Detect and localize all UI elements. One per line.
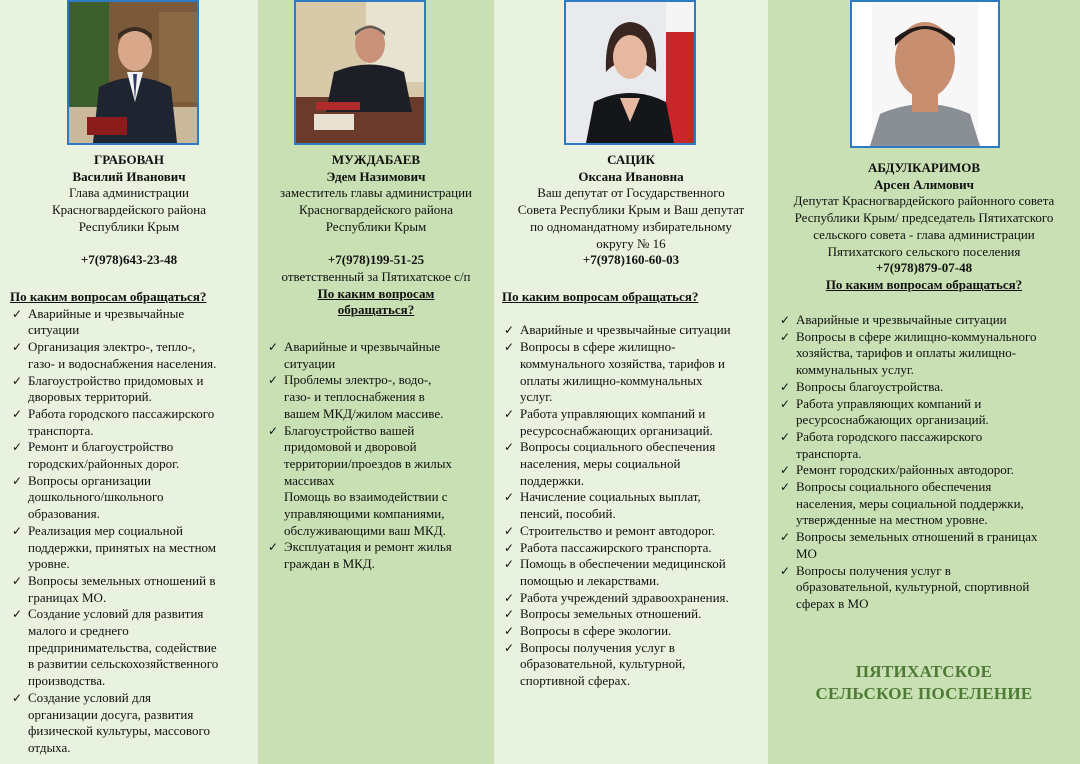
topic-item (778, 429, 1078, 462)
checkmark-icon: ✓ (12, 473, 23, 488)
topic-item (266, 539, 492, 572)
topic-text-line: коммунального хозяйства, тарифов и (520, 355, 725, 371)
questions-heading: По каким вопросам обращаться? (10, 289, 207, 304)
checkmark-icon: ✓ (12, 523, 23, 538)
person-surname: САЦИК (607, 152, 655, 167)
topic-item (10, 373, 254, 406)
topic-item (502, 489, 766, 522)
topic-item (10, 606, 254, 690)
topic-item (502, 523, 766, 540)
topic-text-line: Помощь в обеспечении медицинской (520, 556, 726, 572)
checkmark-icon: ✓ (12, 690, 23, 705)
topic-text-line: ресурсоснабжающих организаций. (520, 422, 713, 438)
topic-text-line: Создание условий для развития (28, 606, 204, 622)
topic-item (502, 339, 766, 406)
topic-text-line: хозяйства, тарифов и оплаты жилищно- (796, 345, 1017, 361)
topic-item (10, 523, 254, 573)
person-name: Василий Иванович (72, 168, 186, 184)
topic-text-line: коммунальных услуг. (796, 362, 914, 378)
role-line: Ваш депутат от Государственного (537, 185, 725, 201)
checkmark-icon: ✓ (780, 329, 791, 344)
role-line: Республики Крым (325, 218, 427, 234)
topic-item (778, 462, 1078, 479)
topics-list (778, 312, 1078, 613)
checkmark-icon: ✓ (780, 313, 791, 327)
column-abdulkarimov (768, 0, 1080, 764)
topic-text-line: Вопросы организации (28, 472, 151, 488)
topic-text-line: уровне. (28, 556, 70, 572)
topic-item (10, 339, 254, 372)
person-surname: МУЖДАБАЕВ (331, 152, 421, 167)
topic-text-line: Проблемы электро-, водо-, (284, 372, 432, 388)
role-line: округу № 16 (596, 235, 666, 251)
topic-text-line: Вопросы земельных отношений в (28, 572, 216, 588)
topic-text-line: Работа городского пассажирского (28, 405, 215, 421)
role-line: сельского совета - глава администрации (813, 226, 1035, 242)
topic-text-line: Благоустройство придомовых и (28, 372, 204, 388)
topic-text-line: Строительство и ремонт автодорог. (520, 522, 715, 538)
topic-text-line: сферах в МО (796, 595, 869, 611)
questions-heading: По каким вопросам обращаться? (502, 289, 699, 304)
topic-text-line: образования. (28, 506, 100, 522)
topic-item (502, 406, 766, 439)
topic-text-line: городских/районных дорог. (28, 456, 180, 472)
checkmark-icon: ✓ (12, 373, 23, 388)
person-name: Арсен Алимович (874, 176, 974, 192)
topic-item (502, 590, 766, 607)
checkmark-icon: ✓ (504, 624, 515, 639)
role-line: Красногвардейского района (298, 202, 454, 218)
topic-text-line: Вопросы получения услуг в (520, 639, 675, 655)
topic-text-line: пенсий, пособий. (520, 506, 616, 522)
checkmark-icon: ✓ (504, 607, 515, 622)
checkmark-icon: ✓ (268, 540, 279, 555)
topic-text-line: организации досуга, развития (28, 706, 194, 722)
topic-item (778, 312, 1078, 329)
checkmark-icon: ✓ (504, 440, 515, 455)
checkmark-icon: ✓ (780, 429, 791, 444)
questions-heading: обращаться? (337, 302, 415, 318)
topic-text-line: Работа учреждений здравоохранения. (520, 589, 729, 605)
role-line: Республики Крым/ председатель Пятихатского (794, 210, 1054, 226)
topic-item (10, 690, 254, 757)
phone-number: +7(978)199-51-25 (327, 252, 425, 268)
checkmark-icon: ✓ (268, 423, 279, 438)
checkmark-icon: ✓ (12, 607, 23, 622)
checkmark-icon: ✓ (780, 379, 791, 394)
topic-text-line: Работа управляющих компаний и (520, 405, 706, 421)
topic-text-line: поддержки. (520, 472, 585, 488)
topic-text-line: ресурсоснабжающих организаций. (796, 412, 989, 428)
person-name: Эдем Назимович (326, 168, 426, 184)
role-line: Республики Крым (78, 218, 180, 234)
topic-text-line: Помощь во взаимодействии с (284, 489, 448, 505)
topic-text-line: транспорта. (28, 422, 94, 438)
settlement-title-line: ПЯТИХАТСКОЕ (855, 662, 993, 681)
person-surname: ГРАБОВАН (94, 152, 164, 167)
role-line: по одномандатному избирательному (530, 218, 732, 234)
topic-text-line: Вопросы социального обеспечения (796, 479, 992, 495)
topic-text-line: Вопросы в сфере экологии. (520, 623, 672, 639)
topic-text-line: утвержденные на местном уровне. (796, 512, 988, 528)
topic-item (778, 563, 1078, 613)
checkmark-icon: ✓ (504, 590, 515, 605)
topic-item (778, 529, 1078, 562)
topic-item (778, 329, 1078, 379)
topic-item (778, 396, 1078, 429)
checkmark-icon: ✓ (504, 490, 515, 505)
checkmark-icon: ✓ (504, 540, 515, 555)
topic-text-line: образовательной, культурной, (520, 656, 686, 672)
portrait-photo (850, 0, 1000, 148)
topic-text-line: Эксплуатация и ремонт жилья (284, 539, 452, 555)
topic-text-line: территории/проездов в жилых (284, 455, 452, 471)
topic-text-line: придомовой и дворовой (284, 439, 417, 455)
topic-text-line: Вопросы в сфере жилищно-коммунального (796, 328, 1037, 344)
topic-item (502, 640, 766, 690)
topic-text-line: управляющими компаниями, (284, 506, 445, 522)
topic-text-line: Работа пассажирского транспорта. (520, 539, 712, 555)
topic-item (266, 339, 492, 372)
topic-text-line: Ремонт и благоустройство (28, 439, 174, 455)
role-line: Депутат Красногвардейского районного совета (793, 193, 1055, 209)
role-line: Красногвардейского района (51, 202, 207, 218)
checkmark-icon: ✓ (504, 523, 515, 538)
topic-text-line: помощью и лекарствами. (520, 572, 660, 588)
checkmark-icon: ✓ (780, 396, 791, 411)
topic-text-line: производства. (28, 673, 106, 689)
topic-item (502, 623, 766, 640)
role-line: Пятихатского сельского поселения (827, 243, 1021, 259)
checkmark-icon: ✓ (12, 306, 23, 321)
column-satsik (494, 0, 768, 764)
topic-text-line: Вопросы земельных отношений. (520, 606, 702, 622)
checkmark-icon: ✓ (504, 323, 515, 338)
topic-text-line: спортивной сферах. (520, 673, 631, 689)
topic-text-line: газо- и водоснабжения населения. (28, 355, 217, 371)
role-line: Глава администрации (68, 185, 189, 201)
checkmark-icon: ✓ (504, 640, 515, 655)
topic-text-line: Аварийные и чрезвычайные (284, 339, 441, 354)
topics-list (10, 306, 254, 757)
topic-text-line: Реализация мер социальной (28, 522, 184, 538)
topic-text-line: ситуации (28, 322, 80, 338)
portrait-photo (564, 0, 696, 145)
topic-text-line: Работа городского пассажирского (796, 428, 983, 444)
phone-number: +7(978)643-23-48 (80, 252, 178, 268)
topic-text-line: образовательной, культурной, спортивной (796, 579, 1030, 595)
checkmark-icon: ✓ (780, 563, 791, 578)
topic-text-line: населения, меры социальной поддержки, (796, 495, 1024, 511)
topic-item (502, 606, 766, 623)
topic-text-line: газо- и теплоснабжения в (284, 389, 425, 405)
checkmark-icon: ✓ (504, 340, 515, 355)
topic-text-line: Аварийные и чрезвычайные ситуации (796, 312, 1007, 327)
responsibility-note: ответственный за Пятихатское с/п (281, 268, 471, 284)
topic-item (10, 439, 254, 472)
topic-text-line: малого и среднего (28, 623, 129, 639)
topic-item (10, 473, 254, 523)
topic-text-line: дошкольного/школьного (28, 489, 164, 505)
topic-text-line: оплаты жилищно-коммунальных (520, 372, 703, 388)
topic-text-line: ситуации (284, 355, 336, 371)
topic-item (266, 423, 492, 540)
topic-text-line: Вопросы благоустройства. (796, 378, 944, 394)
checkmark-icon: ✓ (268, 340, 279, 354)
topics-list (266, 339, 492, 573)
person-surname: АБДУЛКАРИМОВ (867, 160, 981, 175)
topic-text-line: вашем МКД/жилом массиве. (284, 405, 444, 421)
topic-text-line: дворовых территорий. (28, 389, 152, 405)
topic-text-line: Организация электро-, тепло-, (28, 339, 196, 355)
topic-text-line: массивах (284, 472, 335, 488)
settlement-title-line: СЕЛЬСКОЕ ПОСЕЛЕНИЕ (815, 684, 1033, 703)
topics-list (502, 322, 766, 689)
checkmark-icon: ✓ (780, 530, 791, 545)
topic-item (10, 573, 254, 606)
topic-text-line: МО (796, 545, 817, 561)
portrait-photo (67, 0, 199, 145)
topic-text-line: Вопросы социального обеспечения (520, 439, 716, 455)
settlement-title (768, 661, 1080, 705)
topic-item (502, 322, 766, 339)
person-name: Оксана Ивановна (578, 168, 684, 184)
topic-text-line: в развитии сельскохозяйственного (28, 656, 219, 672)
checkmark-icon: ✓ (12, 440, 23, 455)
checkmark-icon: ✓ (12, 340, 23, 355)
topic-item (778, 379, 1078, 396)
topic-item (502, 439, 766, 489)
checkmark-icon: ✓ (504, 406, 515, 421)
topic-text-line: Начисление социальных выплат, (520, 489, 701, 505)
topic-text-line: граждан в МКД. (284, 556, 375, 572)
topic-text-line: Создание условий для (28, 689, 152, 705)
topic-text-line: транспорта. (796, 445, 862, 461)
topic-text-line: Вопросы получения услуг в (796, 562, 951, 578)
checkmark-icon: ✓ (504, 557, 515, 572)
role-line: Совета Республики Крым и Ваш депутат (517, 202, 745, 218)
portrait-photo (294, 0, 426, 145)
column-muzhdabaev (258, 0, 494, 764)
checkmark-icon: ✓ (12, 573, 23, 588)
phone-number: +7(978)160-60-03 (582, 252, 680, 268)
topic-text-line: Работа управляющих компаний и (796, 395, 982, 411)
questions-heading: По каким вопросам (317, 285, 435, 301)
topic-text-line: Вопросы в сфере жилищно- (520, 339, 676, 355)
topic-text-line: Аварийные и чрезвычайные (28, 305, 185, 321)
topic-text-line: поддержки, принятых на местном (28, 539, 217, 555)
topic-text-line: предпринимательства, содействие (28, 639, 217, 655)
topic-item (502, 540, 766, 557)
checkmark-icon: ✓ (268, 373, 279, 388)
topic-text-line: границах МО. (28, 589, 107, 605)
topic-text-line: физической культуры, массового (28, 723, 210, 739)
topic-text-line: Благоустройство вашей (284, 422, 415, 438)
checkmark-icon: ✓ (780, 463, 791, 478)
topic-item (502, 556, 766, 589)
topic-item (10, 406, 254, 439)
phone-number: +7(978)879-07-48 (875, 260, 973, 276)
checkmark-icon: ✓ (780, 480, 791, 495)
role-line: заместитель главы администрации (279, 185, 473, 201)
topic-text-line: отдыха. (28, 739, 71, 755)
questions-heading: По каким вопросам обращаться? (825, 276, 1023, 292)
topic-item (266, 372, 492, 422)
topic-text-line: Ремонт городских/районных автодорог. (796, 462, 1014, 478)
topic-item (778, 479, 1078, 529)
topic-text-line: Вопросы земельных отношений в границах (796, 529, 1038, 545)
checkmark-icon: ✓ (12, 406, 23, 421)
topic-text-line: обслуживающими ваш МКД. (284, 522, 446, 538)
column-grabovan (0, 0, 258, 764)
topic-text-line: Аварийные и чрезвычайные ситуации (520, 322, 731, 338)
topic-text-line: услуг. (520, 389, 553, 405)
topic-item (10, 306, 254, 339)
topic-text-line: населения, меры социальной (520, 456, 681, 472)
